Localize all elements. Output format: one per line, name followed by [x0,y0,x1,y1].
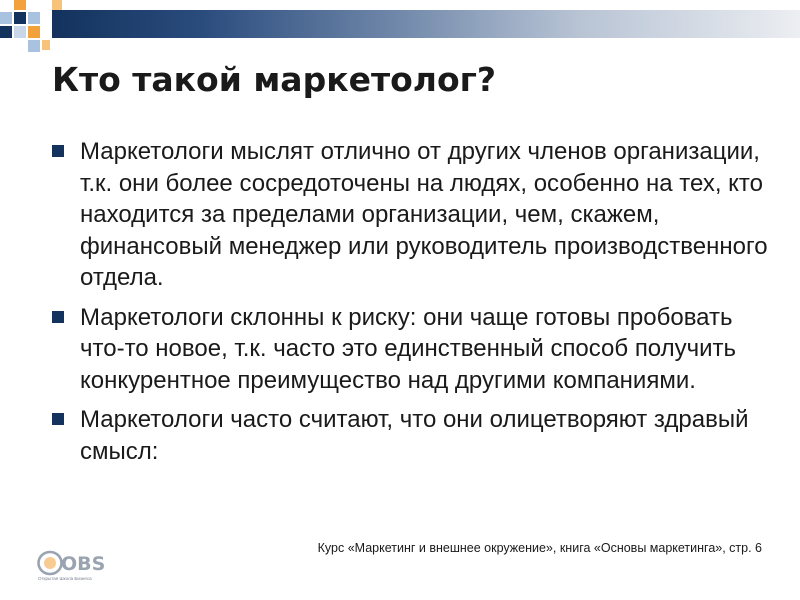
decor-square-blue-2 [28,12,40,24]
header-gradient-bar [52,10,800,38]
decor-square-navy-1 [14,12,26,24]
bullet-list [50,136,770,475]
square-bullet-icon [52,413,64,425]
bullet-item [50,136,770,294]
square-bullet-icon [52,311,64,323]
bullet-item [50,404,770,467]
slide-title: Кто такой маркетолог? [52,60,497,99]
bullet-text: Маркетологи мыслят отлично от других членов организации, т.к. они более сосредоточены на людях, особенно на тех, кто находится за пределами организации, чем, скажем, финансовый менеджер или руководитель производственного отдела. [80,138,768,291]
decor-square-orange-1 [14,0,26,10]
decor-square-orange-4 [42,40,50,50]
decor-square-blue-4 [28,40,40,52]
decor-square-orange-2 [52,0,62,10]
bullet-text: Маркетологи склонны к риску: они чаще готовы пробовать что-то новое, т.к. часто это единственный способ получить конкурентное преимущество над другими компаниями. [80,303,737,394]
decor-square-navy-2 [0,26,12,38]
obs-logo [36,548,106,582]
decor-square-orange-3 [28,26,40,38]
logo-subtitle: Открытая Школа Бизнеса [38,576,92,581]
square-bullet-icon [52,145,64,157]
logo-text: OBS [61,553,106,575]
footer-citation: Курс «Маркетинг и внешнее окружение», книга «Основы маркетинга», стр. 6 [317,541,762,555]
bullet-item [50,302,770,397]
bullet-text: Маркетологи часто считают, что они олицетворяют здравый смысл: [80,406,749,465]
decor-square-blue-1 [0,12,12,24]
decor-square-blue-3 [14,26,26,38]
